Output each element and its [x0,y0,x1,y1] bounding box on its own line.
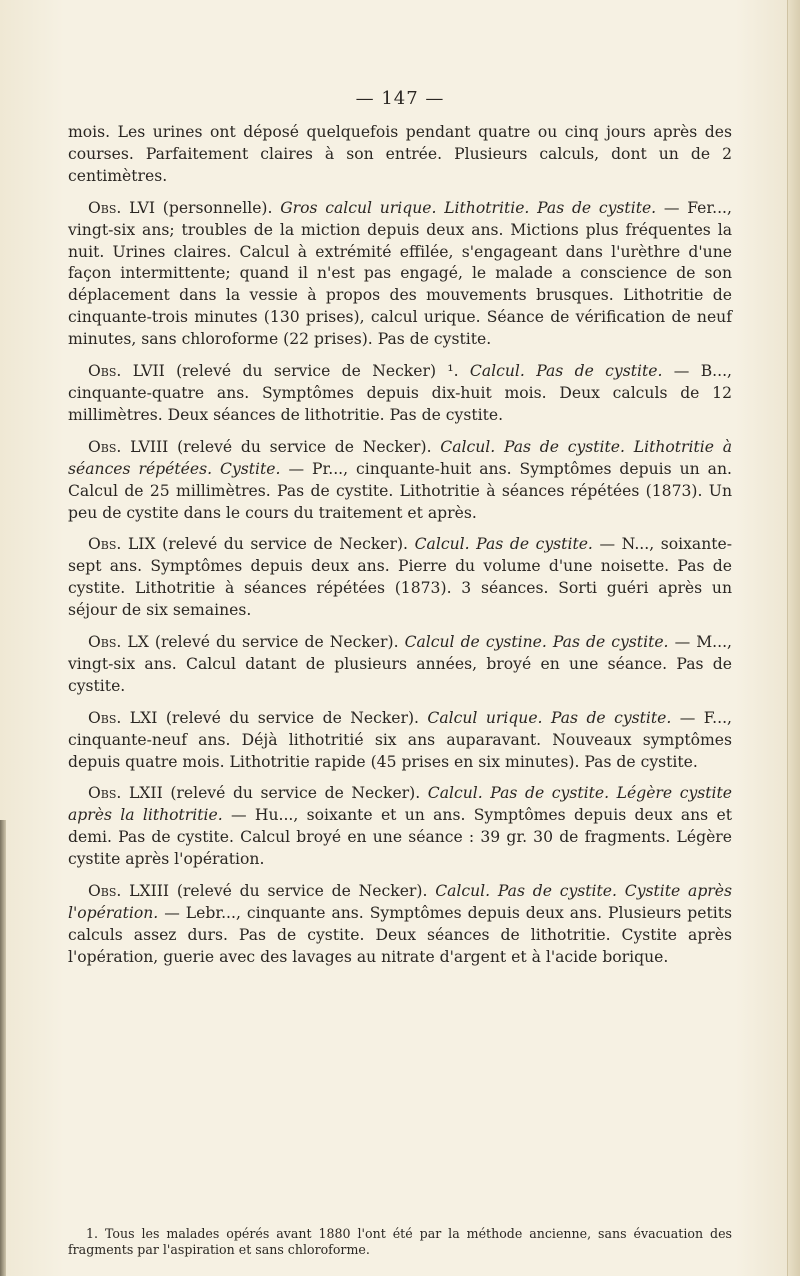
obs-source: (relevé du service de Necker). [148,633,405,652]
obs-title: Gros calcul urique. Lithotritie. Pas de cystite. [280,198,657,217]
page-number: — 147 — [355,88,445,109]
obs-title: Calcul. Pas de cystite. [414,535,593,554]
obs-label: Obs. LX [88,633,149,652]
obs-source: (relevé du service de Necker). [169,882,436,901]
footnote [68,1226,732,1258]
observation-lviii [68,437,732,525]
obs-label: Obs. LVI [88,198,156,217]
obs-source: (relevé du service de Necker). [155,535,415,554]
obs-label: Obs. LXIII [88,882,170,901]
observation-lvii [68,361,732,427]
observation-lxi [68,708,732,774]
obs-body: — Fer..., vingt-six ans; troubles de la miction depuis deux ans. Mictions plus fréquentes la nuit. Urines claires. Calcul à extrémité effilée, s'engageant dans l'urèthre d'une façon intermittente; quand il n'est pas engagé, le malade a conscience de son déplacement dans la vessie à propos des mouvements brusques. Lithotritie de cinquante-trois minutes (130 prises), calcul urique. Séance de vérification de neuf minutes, sans chloroforme (22 prises). Pas de cystite. [68,198,732,349]
observation-lxiii [68,881,732,969]
obs-body: — Lebr..., cinquante ans. Symptômes depuis deux ans. Plusieurs petits calculs assez durs. Pas de cystite. Deux séances de lithotritie. Cystite après l'opération, guerie avec des lavages au nitrate d'argent et à l'acide borique. [68,904,732,966]
obs-label: Obs. LVIII [88,437,169,456]
obs-title: Calcul urique. Pas de cystite. [427,708,672,727]
observation-lvi [68,198,732,351]
obs-title: Calcul de cystine. Pas de cystite. [404,633,669,652]
obs-source: (personnelle). [155,198,281,217]
obs-source: (relevé du service de Necker) ¹. [164,362,470,381]
observation-lix [68,534,732,622]
paragraph-continuation: mois. Les urines ont déposé quelquefois pendant quatre ou cinq jours après des courses. Parfaitement claires à son entrée. Plusieurs calculs, dont un de 2 centimètres. [68,123,732,185]
obs-body: — M..., vingt-six ans. Calcul datant de plusieurs années, broyé en une séance. Pas de cystite. [68,633,732,695]
obs-body: — N..., soixante-sept ans. Symptômes depuis deux ans. Pierre du volume d'une noisette. Pas de cystite. Lithotritie à séances répétées (1873). 3 séances. Sorti guéri après un séjour de six semaines. [68,535,733,620]
obs-source: (relevé du service de Necker). [162,784,428,803]
observation-lxii [68,783,732,871]
footnote-text: 1. Tous les malades opérés avant 1880 l'ont été par la méthode ancienne, sans évacuation des fragments par l'aspiration et sans chloroforme. [68,1226,732,1257]
obs-body: — Hu..., soixante et un ans. Symptômes depuis deux ans et demi. Pas de cystite. Calcul broyé en une séance : 39 gr. 30 de fragments. Légère cystite après l'opération. [68,806,732,869]
obs-body: — Pr..., cinquante-huit ans. Symptômes depuis un an. Calcul de 25 millimètres. Pas de cystite. Lithotritie à séances répétées (1873). Un peu de cystite dans le cours du traitement et après. [68,459,732,522]
body-text [68,122,732,979]
obs-label: Obs. LXI [88,708,158,727]
obs-title: Calcul. Pas de cystite. Légère cystite après la lithotritie. [68,784,733,825]
obs-body: — F..., cinquante-neuf ans. Déjà lithotritié six ans auparavant. Nouveaux symptômes depuis quatre mois. Lithotritie rapide (45 prises en six minutes). Pas de cystite. [68,708,732,771]
obs-label: Obs. LVII [88,362,165,381]
obs-title: Calcul. Pas de cystite. [469,362,663,381]
obs-label: Obs. LXII [88,784,163,803]
obs-title: Calcul. Pas de cystite. Lithotritie à séances répétées. Cystite. [68,437,732,478]
obs-source: (relevé du service de Necker). [168,437,441,456]
page-edge-right [787,0,800,1276]
obs-label: Obs. LIX [88,535,156,554]
page-edge-left [0,820,6,1276]
obs-source: (relevé du service de Necker). [157,708,428,727]
obs-body: — B..., cinquante-quatre ans. Symptômes depuis dix-huit mois. Deux calculs de 12 millimètres. Deux séances de lithotritie. Pas de cystite. [68,362,733,424]
observation-lx [68,632,732,698]
obs-title: Calcul. Pas de cystite. Cystite après l'opération. [68,882,732,922]
